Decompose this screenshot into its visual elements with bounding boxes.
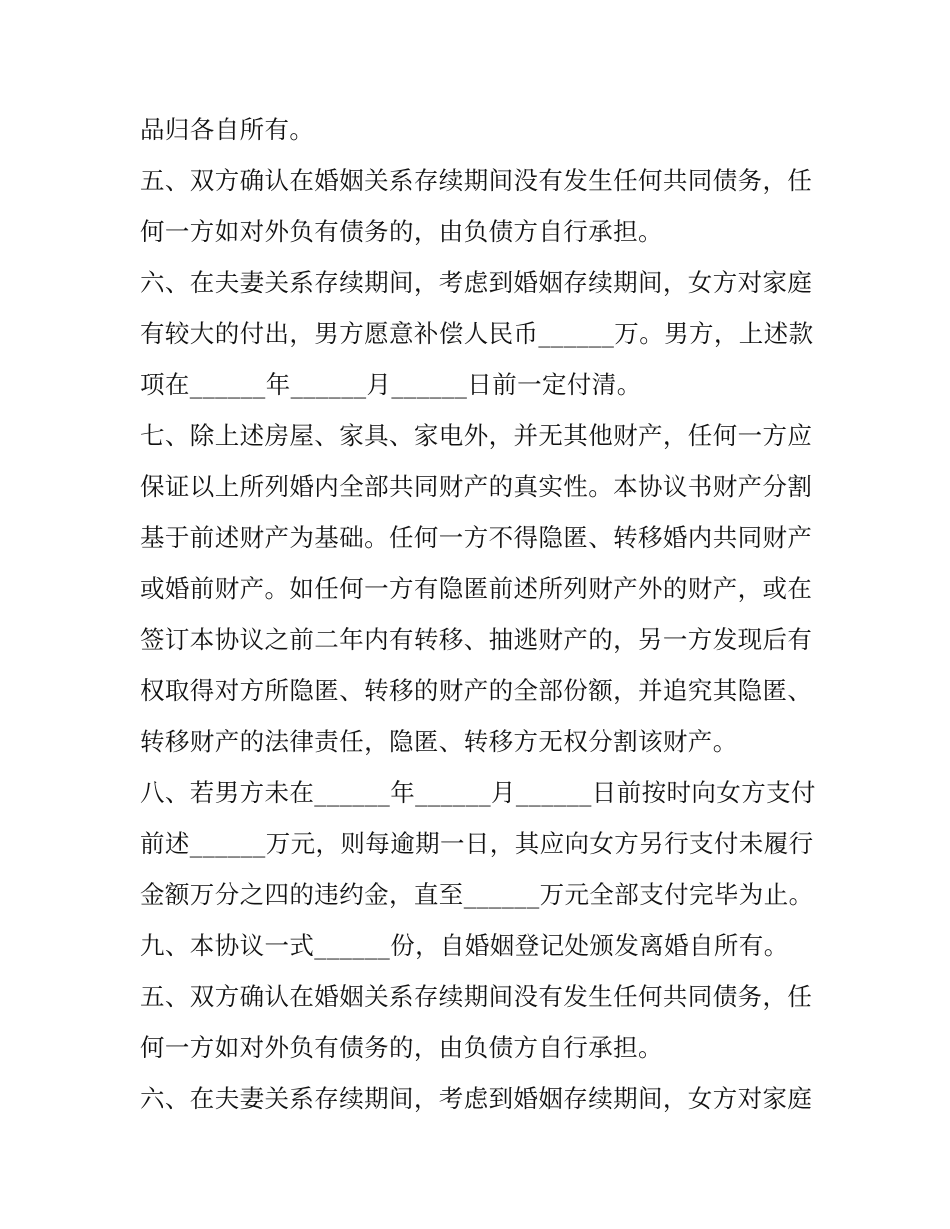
text-line: 七、除上述房屋、家具、家电外，并无其他财产，任何一方应 bbox=[140, 421, 813, 450]
text-line: 或婚前财产。如任何一方有隐匿前述所列财产外的财产，或在 bbox=[140, 574, 813, 603]
text-line: 有较大的付出，男方愿意补偿人民币______万。男方，上述款 bbox=[140, 319, 814, 348]
text-line: 九、本协议一式______份，自婚姻登记处颁发离婚自所有。 bbox=[140, 931, 789, 960]
text-line: 五、双方确认在婚姻关系存续期间没有发生任何共同债务，任 bbox=[140, 166, 813, 195]
text-line: 何一方如对外负有债务的，由负债方自行承担。 bbox=[140, 1033, 663, 1062]
text-line: 八、若男方未在______年______月______日前按时向女方支付 bbox=[140, 778, 816, 807]
text-line: 前述______万元，则每逾期一日，其应向女方另行支付未履行 bbox=[140, 829, 814, 858]
text-line: 项在______年______月______日前一定付清。 bbox=[140, 370, 642, 399]
text-line: 保证以上所列婚内全部共同财产的真实性。本协议书财产分割 bbox=[140, 472, 813, 501]
text-line: 转移财产的法律责任，隐匿、转移方无权分割该财产。 bbox=[140, 727, 738, 756]
text-line: 金额万分之四的违约金，直至______万元全部支付完毕为止。 bbox=[140, 880, 814, 909]
text-line: 何一方如对外负有债务的，由负债方自行承担。 bbox=[140, 217, 663, 246]
text-line: 五、双方确认在婚姻关系存续期间没有发生任何共同债务，任 bbox=[140, 982, 813, 1011]
text-line: 权取得对方所隐匿、转移的财产的全部份额，并追究其隐匿、 bbox=[140, 676, 813, 705]
text-line: 六、在夫妻关系存续期间，考虑到婚姻存续期间，女方对家庭 bbox=[140, 1084, 813, 1113]
text-line: 基于前述财产为基础。任何一方不得隐匿、转移婚内共同财产 bbox=[140, 523, 813, 552]
text-line: 六、在夫妻关系存续期间，考虑到婚姻存续期间，女方对家庭 bbox=[140, 268, 813, 297]
document-body bbox=[140, 104, 820, 1124]
text-line: 签订本协议之前二年内有转移、抽逃财产的，另一方发现后有 bbox=[140, 625, 813, 654]
text-line: 品归各自所有。 bbox=[140, 115, 315, 144]
